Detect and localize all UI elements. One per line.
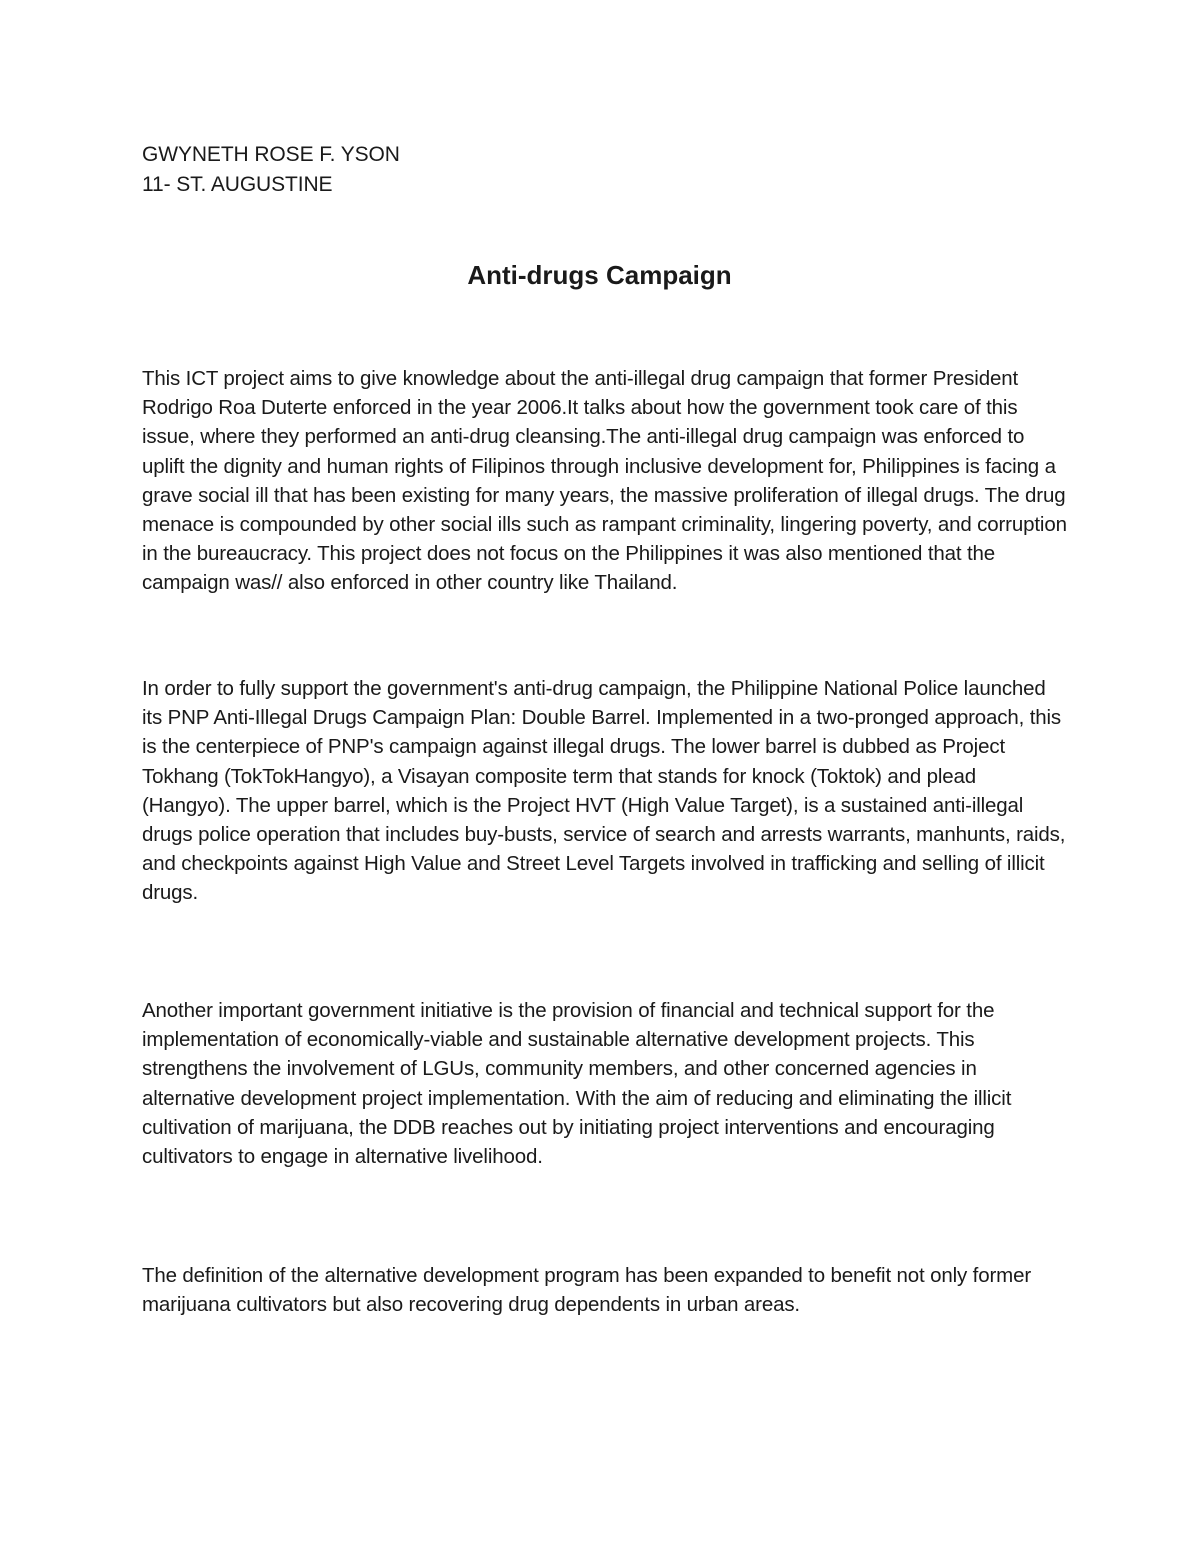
author-section: 11- ST. AUGUSTINE (142, 173, 333, 196)
document-title: Anti-drugs Campaign (467, 260, 732, 290)
author-name: GWYNETH ROSE F. YSON (142, 143, 400, 166)
paragraph-pnp-campaign: In order to fully support the government's anti-drug campaign, the Philippine National Police launched its PNP Anti-Illegal Drugs Campaign Plan: Double Barrel. Implemented in a two-pronged approach, this is the centerpiece of PNP's campaign against illegal drugs. The lower barrel is dubbed as Project Tokhang (TokTokHangyo), a Visayan composite term that stands for knock (Toktok) and plead (Hangyo). The upper barrel, which is the Project HVT (High Value Target), is a sustained anti-illegal drugs police operation that includes buy-busts, service of search and arrests warrants, manhunts, raids, and checkpoints against High Value and Street Level Targets involved in trafficking and selling of illicit drugs. (142, 677, 1066, 905)
paragraph-intro: This ICT project aims to give knowledge about the anti-illegal drug campaign that former President Rodrigo Roa Duterte enforced in the year 2006.It talks about how the government took care of this issue, where they performed an anti-drug cleansing.The anti-illegal drug campaign was enforced to uplift the dignity and human rights of Filipinos through inclusive development for, Philippines is facing a grave social ill that has been existing for many years, the massive proliferation of illegal drugs. The drug menace is compounded by other social ills such as rampant criminality, lingering poverty, and corruption in the bureaucracy. This project does not focus on the Philippines it was also mentioned that the campaign was// also enforced in other country like Thailand. (142, 367, 1067, 595)
paragraph-alternative-development: Another important government initiative is the provision of financial and technical support for the implementation of economically-viable and sustainable alternative development projects. This strengthens the involvement of LGUs, community members, and other concerned agencies in alternative development project implementation. With the aim of reducing and eliminating the illicit cultivation of marijuana, the DDB reaches out by initiating project interventions and encouraging cultivators to engage in alternative livelihood. (142, 999, 1012, 1169)
paragraph-program-definition: The definition of the alternative development program has been expanded to benefit not only former marijuana cultivators but also recovering drug dependents in urban areas. (142, 1264, 1032, 1317)
document-page (142, 140, 1072, 1317)
